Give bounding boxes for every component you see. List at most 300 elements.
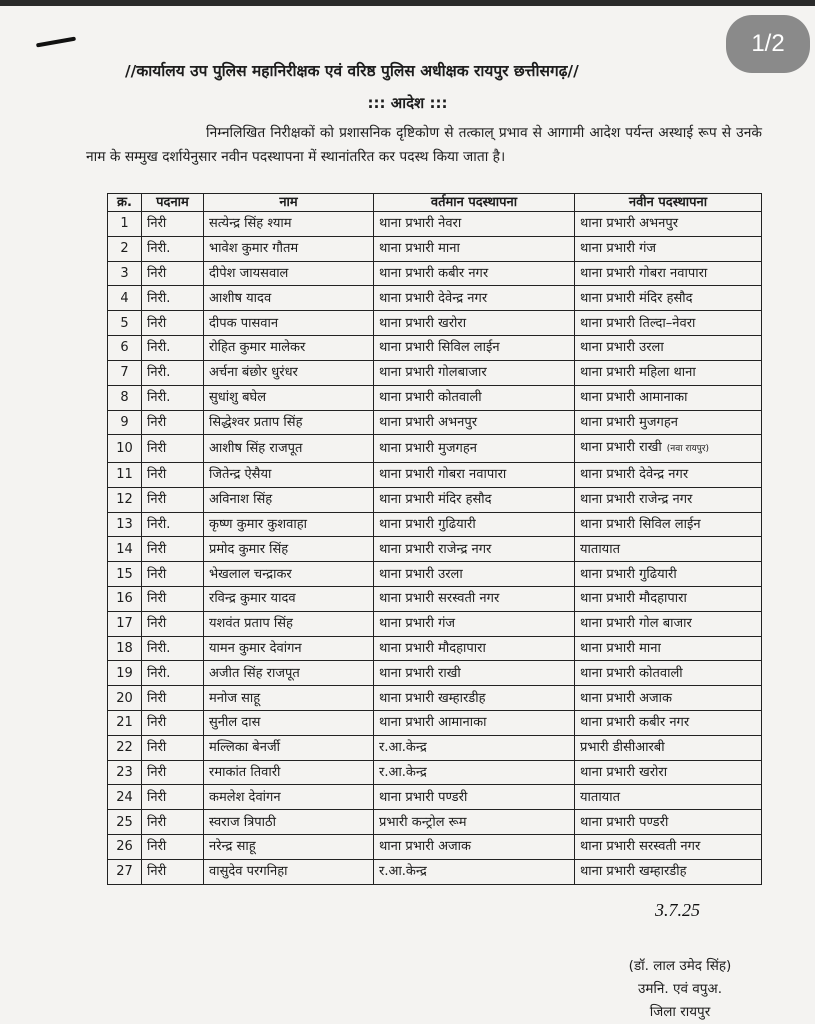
new-posting-cell <box>575 487 762 512</box>
serial-cell <box>108 810 142 835</box>
serial-cell <box>108 360 142 385</box>
current-posting-cell <box>374 859 575 884</box>
new-posting-cell <box>575 735 762 760</box>
serial-cell <box>108 711 142 736</box>
current-posting-cell-text: थाना प्रभारी सिविल लाईन <box>379 340 500 356</box>
serial-cell <box>108 435 142 463</box>
name-cell <box>204 760 374 785</box>
new-posting-cell-text: थाना प्रभारी अभनपुर <box>580 216 679 232</box>
name-cell-text: दीपेश जायसवाल <box>209 266 289 282</box>
current-posting-cell <box>374 512 575 537</box>
table-row <box>108 661 762 686</box>
name-cell <box>204 410 374 435</box>
serial-cell-text: 6 <box>120 340 129 356</box>
new-posting-cell-text: थाना प्रभारी गुढियारी <box>580 566 677 582</box>
new-posting-cell <box>575 261 762 286</box>
table-row <box>108 512 762 537</box>
name-cell-text: स्वराज त्रिपाठी <box>209 814 276 830</box>
serial-cell-text: 18 <box>116 640 133 656</box>
rank-cell <box>142 236 204 261</box>
serial-cell <box>108 586 142 611</box>
serial-cell <box>108 537 142 562</box>
rank-cell <box>142 385 204 410</box>
new-posting-cell-text: थाना प्रभारी अजाक <box>580 690 673 706</box>
serial-cell <box>108 487 142 512</box>
name-cell-text: नरेन्द्र साहू <box>209 839 256 855</box>
name-cell <box>204 336 374 361</box>
new-posting-cell <box>575 859 762 884</box>
serial-cell <box>108 311 142 336</box>
rank-cell-text: निरी. <box>147 365 171 381</box>
serial-cell-text: 22 <box>116 740 133 756</box>
new-posting-cell-text: थाना प्रभारी राखी <box>580 440 662 456</box>
current-posting-cell-text: थाना प्रभारी गोबरा नवापारा <box>379 467 507 483</box>
table-row <box>108 735 762 760</box>
current-posting-cell-text: थाना प्रभारी उरला <box>379 566 463 582</box>
new-posting-cell-text: थाना प्रभारी तिल्दा–नेवरा <box>580 315 696 331</box>
rank-cell-text: निरी <box>147 216 167 232</box>
new-posting-cell <box>575 512 762 537</box>
serial-cell <box>108 835 142 860</box>
rank-cell-text: निरी. <box>147 665 171 681</box>
table-row <box>108 859 762 884</box>
table-row <box>108 261 762 286</box>
new-posting-cell-text: थाना प्रभारी महिला थाना <box>580 365 696 381</box>
current-posting-cell <box>374 336 575 361</box>
name-cell-text: आशीष सिंह राजपूत <box>209 441 303 457</box>
serial-cell-text: 11 <box>116 467 133 483</box>
serial-cell <box>108 410 142 435</box>
serial-cell-text: 8 <box>120 390 129 406</box>
name-cell-text: यशवंत प्रताप सिंह <box>209 616 293 632</box>
rank-cell <box>142 711 204 736</box>
new-posting-cell <box>575 537 762 562</box>
current-posting-cell <box>374 661 575 686</box>
name-cell-text: वासुदेव परगनिहा <box>209 864 288 880</box>
new-posting-cell-text: यातायात <box>580 541 621 557</box>
serial-cell-text: 17 <box>116 616 133 632</box>
serial-cell <box>108 236 142 261</box>
current-posting-cell-text: थाना प्रभारी कबीर नगर <box>379 266 489 282</box>
rank-cell <box>142 760 204 785</box>
rank-cell <box>142 636 204 661</box>
current-posting-cell-text: थाना प्रभारी अजाक <box>379 839 472 855</box>
name-cell <box>204 735 374 760</box>
name-cell <box>204 785 374 810</box>
current-posting-cell <box>374 410 575 435</box>
current-posting-cell <box>374 760 575 785</box>
page-indicator-badge[interactable]: 1/2 <box>726 15 810 73</box>
current-posting-cell-text: थाना प्रभारी पण्डरी <box>379 789 468 805</box>
current-posting-cell <box>374 360 575 385</box>
new-posting-cell <box>575 336 762 361</box>
new-posting-cell-text: थाना प्रभारी राजेन्द्र नगर <box>580 492 693 508</box>
name-cell-text: प्रमोद कुमार सिंह <box>209 541 289 557</box>
serial-cell-text: 14 <box>116 541 133 557</box>
rank-cell-text: निरी <box>147 441 167 457</box>
name-cell-text: रमाकांत तिवारी <box>209 765 281 781</box>
name-cell-text: दीपक पासवान <box>209 315 279 331</box>
rank-cell-text: निरी <box>147 566 167 582</box>
header-rank: पदनाम <box>142 194 204 212</box>
new-posting-cell <box>575 385 762 410</box>
new-posting-cell-text: थाना प्रभारी गोल बाजार <box>580 616 692 632</box>
name-cell <box>204 686 374 711</box>
name-cell <box>204 711 374 736</box>
table-row <box>108 311 762 336</box>
new-posting-cell <box>575 311 762 336</box>
name-cell-text: भेखलाल चन्द्राकर <box>209 566 292 582</box>
order-heading: ::: आदेश ::: <box>367 94 448 112</box>
current-posting-cell <box>374 586 575 611</box>
name-cell <box>204 636 374 661</box>
name-cell <box>204 261 374 286</box>
rank-cell <box>142 512 204 537</box>
rank-cell-text: निरी. <box>147 516 171 532</box>
rank-cell <box>142 286 204 311</box>
name-cell-text: रविन्द्र कुमार यादव <box>209 591 296 607</box>
serial-cell <box>108 462 142 487</box>
office-title: //कार्यालय उप पुलिस महानिरीक्षक एवं वरिष्ठ पुलिस अधीक्षक रायपुर छत्तीसगढ़// <box>125 62 579 80</box>
rank-cell-text: निरी. <box>147 640 171 656</box>
rank-cell <box>142 586 204 611</box>
new-posting-cell <box>575 785 762 810</box>
new-posting-cell-text: थाना प्रभारी खम्हारडीह <box>580 864 687 880</box>
name-cell-text: रोहित कुमार मालेकर <box>209 340 306 356</box>
new-posting-cell <box>575 435 762 463</box>
new-posting-cell-text: थाना प्रभारी मंदिर हसौद <box>580 290 693 306</box>
header-serial: क्र. <box>108 194 142 212</box>
serial-cell <box>108 760 142 785</box>
current-posting-cell-text: थाना प्रभारी आमानाका <box>379 715 487 731</box>
serial-cell <box>108 385 142 410</box>
serial-cell <box>108 286 142 311</box>
current-posting-cell-text: थाना प्रभारी मुजगहन <box>379 441 477 457</box>
current-posting-cell <box>374 286 575 311</box>
name-cell <box>204 512 374 537</box>
table-row <box>108 810 762 835</box>
new-posting-cell <box>575 760 762 785</box>
serial-cell-text: 16 <box>116 591 133 607</box>
current-posting-cell <box>374 487 575 512</box>
rank-cell <box>142 562 204 587</box>
new-posting-cell <box>575 410 762 435</box>
table-row <box>108 835 762 860</box>
rank-cell-text: निरी. <box>147 241 171 257</box>
new-posting-cell <box>575 562 762 587</box>
name-cell-text: सिद्धेश्वर प्रताप सिंह <box>209 414 303 430</box>
serial-cell-text: 27 <box>116 864 133 880</box>
serial-cell-text: 13 <box>116 516 133 532</box>
serial-cell <box>108 636 142 661</box>
signatory-designation: उमनि. एवं वपुअ. <box>637 981 723 997</box>
current-posting-cell <box>374 735 575 760</box>
current-posting-cell-text: थाना प्रभारी गुढियारी <box>379 516 476 532</box>
current-posting-cell <box>374 236 575 261</box>
rank-cell-text: निरी. <box>147 340 171 356</box>
serial-cell-text: 3 <box>120 266 129 282</box>
table-row <box>108 760 762 785</box>
table-row <box>108 286 762 311</box>
current-posting-cell <box>374 537 575 562</box>
current-posting-cell-text: थाना प्रभारी सरस्वती नगर <box>379 591 500 607</box>
serial-cell <box>108 735 142 760</box>
current-posting-cell-text: थाना प्रभारी खरोरा <box>379 315 467 331</box>
rank-cell <box>142 212 204 237</box>
new-posting-cell-text: थाना प्रभारी देवेन्द्र नगर <box>580 467 689 483</box>
serial-cell-text: 12 <box>116 492 133 508</box>
table-row <box>108 611 762 636</box>
table-row <box>108 336 762 361</box>
current-posting-cell-text: थाना प्रभारी अभनपुर <box>379 414 478 430</box>
table-row <box>108 462 762 487</box>
name-cell-text: आशीष यादव <box>209 290 272 306</box>
current-posting-cell-text: थाना प्रभारी मौदहापारा <box>379 640 486 656</box>
signatory-district: जिला रायपुर <box>649 1004 711 1020</box>
name-cell-text: अजीत सिंह राजपूत <box>209 665 300 681</box>
rank-cell-text: निरी <box>147 864 167 880</box>
table-row <box>108 385 762 410</box>
name-cell-text: सुधांशु बघेल <box>209 390 267 406</box>
rank-cell <box>142 810 204 835</box>
current-posting-cell <box>374 462 575 487</box>
posting-note: (नवा रायपुर) <box>666 444 710 455</box>
name-cell-text: सत्येन्द्र सिंह श्याम <box>209 216 292 232</box>
rank-cell <box>142 311 204 336</box>
table-row <box>108 711 762 736</box>
rank-cell-text: निरी <box>147 414 167 430</box>
name-cell-text: कृष्ण कुमार कुशवाहा <box>209 516 307 532</box>
table-row <box>108 586 762 611</box>
table-row <box>108 785 762 810</box>
serial-cell <box>108 512 142 537</box>
serial-cell-text: 9 <box>120 414 129 430</box>
new-posting-cell-text: थाना प्रभारी गोबरा नवापारा <box>580 266 708 282</box>
rank-cell-text: निरी <box>147 616 167 632</box>
rank-cell <box>142 835 204 860</box>
new-posting-cell <box>575 360 762 385</box>
serial-cell-text: 25 <box>116 814 133 830</box>
new-posting-cell <box>575 711 762 736</box>
new-posting-cell-text: थाना प्रभारी खरोरा <box>580 765 668 781</box>
current-posting-cell-text: र.आ.केन्द्र <box>379 864 427 880</box>
rank-cell-text: निरी. <box>147 290 171 306</box>
new-posting-cell <box>575 586 762 611</box>
serial-cell-text: 15 <box>116 566 133 582</box>
rank-cell <box>142 360 204 385</box>
rank-cell-text: निरी <box>147 740 167 756</box>
rank-cell <box>142 410 204 435</box>
current-posting-cell-text: थाना प्रभारी गंज <box>379 616 456 632</box>
serial-cell <box>108 661 142 686</box>
new-posting-cell <box>575 810 762 835</box>
table-row <box>108 537 762 562</box>
name-cell <box>204 236 374 261</box>
current-posting-cell-text: र.आ.केन्द्र <box>379 765 427 781</box>
serial-cell-text: 4 <box>120 290 129 306</box>
name-cell <box>204 311 374 336</box>
rank-cell-text: निरी <box>147 467 167 483</box>
serial-cell <box>108 261 142 286</box>
rank-cell <box>142 611 204 636</box>
name-cell-text: मनोज साहू <box>209 690 261 706</box>
serial-cell-text: 24 <box>116 789 133 805</box>
top-edge-bar <box>0 0 815 6</box>
name-cell-text: अर्चना बंछोर धुरंधर <box>209 365 298 381</box>
name-cell-text: जितेन्द्र ऐसैया <box>209 467 272 483</box>
name-cell-text: भावेश कुमार गौतम <box>209 241 299 257</box>
intro-paragraph: निम्नलिखित निरीक्षकों को प्रशासनिक दृष्टिकोण से तत्काल् प्रभाव से आगामी आदेश पर्यन्त अस्थाई रूप से उनके नाम के सम्मुख दर्शायेनुसार नवीन पदस्थापना में स्थानांतरित कर पदस्थ किया जाता है। <box>86 125 762 165</box>
current-posting-cell-text: थाना प्रभारी मंदिर हसौद <box>379 492 492 508</box>
table-header-row <box>108 194 762 212</box>
pen-dash-mark <box>36 37 76 48</box>
table-row <box>108 636 762 661</box>
current-posting-cell <box>374 835 575 860</box>
name-cell <box>204 586 374 611</box>
new-posting-cell <box>575 212 762 237</box>
rank-cell <box>142 686 204 711</box>
serial-cell <box>108 859 142 884</box>
header-current-posting: वर्तमान पदस्थापना <box>374 194 575 212</box>
serial-cell <box>108 336 142 361</box>
current-posting-cell <box>374 785 575 810</box>
current-posting-cell <box>374 385 575 410</box>
current-posting-cell <box>374 611 575 636</box>
serial-cell <box>108 212 142 237</box>
new-posting-cell <box>575 611 762 636</box>
name-cell <box>204 810 374 835</box>
rank-cell-text: निरी <box>147 765 167 781</box>
name-cell <box>204 360 374 385</box>
rank-cell-text: निरी. <box>147 390 171 406</box>
name-cell-text: यामन कुमार देवांगन <box>209 640 302 656</box>
rank-cell-text: निरी <box>147 814 167 830</box>
current-posting-cell-text: थाना प्रभारी गोलबाजार <box>379 365 487 381</box>
rank-cell-text: निरी <box>147 715 167 731</box>
new-posting-cell <box>575 236 762 261</box>
serial-cell-text: 23 <box>116 765 133 781</box>
new-posting-cell <box>575 686 762 711</box>
name-cell <box>204 462 374 487</box>
new-posting-cell <box>575 286 762 311</box>
name-cell <box>204 487 374 512</box>
rank-cell <box>142 462 204 487</box>
table-row <box>108 212 762 237</box>
current-posting-cell <box>374 212 575 237</box>
current-posting-cell <box>374 562 575 587</box>
current-posting-cell-text: थाना प्रभारी राखी <box>379 665 461 681</box>
current-posting-cell <box>374 636 575 661</box>
new-posting-cell <box>575 636 762 661</box>
serial-cell <box>108 686 142 711</box>
current-posting-cell-text: थाना प्रभारी राजेन्द्र नगर <box>379 541 492 557</box>
current-posting-cell <box>374 311 575 336</box>
rank-cell-text: निरी <box>147 591 167 607</box>
new-posting-cell <box>575 462 762 487</box>
transfer-table <box>107 193 762 885</box>
current-posting-cell-text: थाना प्रभारी माना <box>379 241 460 257</box>
current-posting-cell-text: थाना प्रभारी कोतवाली <box>379 390 482 406</box>
serial-cell-text: 10 <box>116 441 133 457</box>
serial-cell-text: 21 <box>116 715 133 731</box>
current-posting-cell-text: थाना प्रभारी खम्हारडीह <box>379 690 486 706</box>
serial-cell <box>108 562 142 587</box>
rank-cell-text: निरी <box>147 266 167 282</box>
rank-cell-text: निरी <box>147 789 167 805</box>
new-posting-cell-text: थाना प्रभारी सिविल लाईन <box>580 516 701 532</box>
new-posting-cell-text: थाना प्रभारी कबीर नगर <box>580 715 690 731</box>
name-cell <box>204 385 374 410</box>
new-posting-cell-text: प्रभारी डीसीआरबी <box>580 740 665 756</box>
new-posting-cell-text: थाना प्रभारी उरला <box>580 340 664 356</box>
name-cell <box>204 859 374 884</box>
rank-cell <box>142 435 204 463</box>
table-row <box>108 360 762 385</box>
serial-cell-text: 26 <box>116 839 133 855</box>
name-cell <box>204 212 374 237</box>
new-posting-cell-text: थाना प्रभारी मुजगहन <box>580 414 678 430</box>
serial-cell <box>108 611 142 636</box>
current-posting-cell-text: र.आ.केन्द्र <box>379 740 427 756</box>
current-posting-cell-text: थाना प्रभारी देवेन्द्र नगर <box>379 290 488 306</box>
table-row <box>108 410 762 435</box>
name-cell-text: मल्लिका बेनर्जी <box>209 740 280 756</box>
new-posting-cell-text: थाना प्रभारी मौदहापारा <box>580 591 687 607</box>
name-cell <box>204 835 374 860</box>
name-cell-text: अविनाश सिंह <box>209 492 273 508</box>
current-posting-cell <box>374 686 575 711</box>
serial-cell <box>108 785 142 810</box>
name-cell <box>204 537 374 562</box>
name-cell-text: कमलेश देवांगन <box>209 789 281 805</box>
new-posting-cell-text: यातायात <box>580 789 621 805</box>
rank-cell <box>142 661 204 686</box>
rank-cell <box>142 487 204 512</box>
header-name: नाम <box>204 194 374 212</box>
serial-cell-text: 19 <box>116 665 133 681</box>
new-posting-cell <box>575 835 762 860</box>
name-cell <box>204 562 374 587</box>
rank-cell-text: निरी <box>147 492 167 508</box>
rank-cell-text: निरी <box>147 690 167 706</box>
name-cell <box>204 611 374 636</box>
rank-cell <box>142 537 204 562</box>
current-posting-cell <box>374 810 575 835</box>
rank-cell-text: निरी <box>147 315 167 331</box>
signature-block <box>590 955 770 1024</box>
rank-cell <box>142 785 204 810</box>
rank-cell <box>142 336 204 361</box>
new-posting-cell-text: थाना प्रभारी सरस्वती नगर <box>580 839 701 855</box>
new-posting-cell-text: थाना प्रभारी कोतवाली <box>580 665 683 681</box>
rank-cell-text: निरी <box>147 839 167 855</box>
serial-cell-text: 7 <box>120 365 129 381</box>
new-posting-cell-text: थाना प्रभारी आमानाका <box>580 390 688 406</box>
current-posting-cell <box>374 711 575 736</box>
serial-cell-text: 5 <box>120 315 129 331</box>
signatory-name: (डॉ. लाल उमेद सिंह) <box>628 958 732 974</box>
new-posting-cell-text: थाना प्रभारी माना <box>580 640 661 656</box>
header-new-posting: नवीन पदस्थापना <box>575 194 762 212</box>
current-posting-cell <box>374 435 575 463</box>
current-posting-cell-text: प्रभारी कन्ट्रोल रूम <box>379 814 467 830</box>
table-row <box>108 435 762 463</box>
name-cell <box>204 435 374 463</box>
rank-cell <box>142 859 204 884</box>
name-cell <box>204 286 374 311</box>
name-cell <box>204 661 374 686</box>
current-posting-cell <box>374 261 575 286</box>
